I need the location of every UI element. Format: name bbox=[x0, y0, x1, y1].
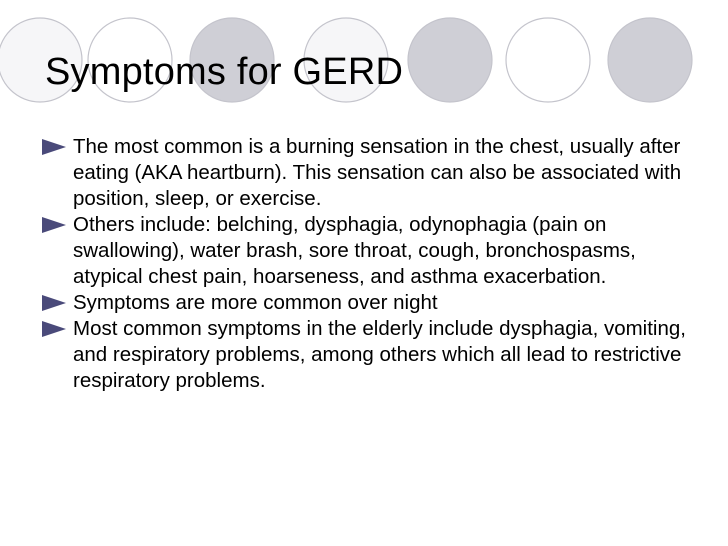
bullet-text: Most common symptoms in the elderly include dysphagia, vomiting, and respiratory problems, among others which all lead to restrictive respiratory problems. bbox=[73, 317, 686, 392]
bullet-list bbox=[40, 134, 690, 394]
slide-title: Symptoms for GERD bbox=[45, 51, 404, 93]
bullet-text: Others include: belching, dysphagia, odynophagia (pain on swallowing), water brash, sore throat, cough, bronchospasms, atypical chest pain, hoarseness, and asthma exacerbation. bbox=[73, 213, 636, 288]
bullet-item-4 bbox=[40, 316, 690, 394]
bullet-arrow-icon bbox=[42, 217, 66, 233]
bullet-text: Symptoms are more common over night bbox=[73, 291, 438, 314]
bullet-arrow-icon bbox=[42, 295, 66, 311]
bullet-arrow-icon bbox=[42, 321, 66, 337]
decor-circle-6 bbox=[506, 18, 590, 102]
bullet-text: The most common is a burning sensation in the chest, usually after eating (AKA heartburn). This sensation can also be associated with position, sleep, or exercise. bbox=[73, 135, 682, 210]
bullet-item-3 bbox=[40, 290, 690, 316]
bullet-item-1 bbox=[40, 134, 690, 212]
bullet-arrow-icon bbox=[42, 139, 66, 155]
bullet-item-2 bbox=[40, 212, 690, 290]
decor-circle-5 bbox=[408, 18, 492, 102]
decor-circle-7 bbox=[608, 18, 692, 102]
